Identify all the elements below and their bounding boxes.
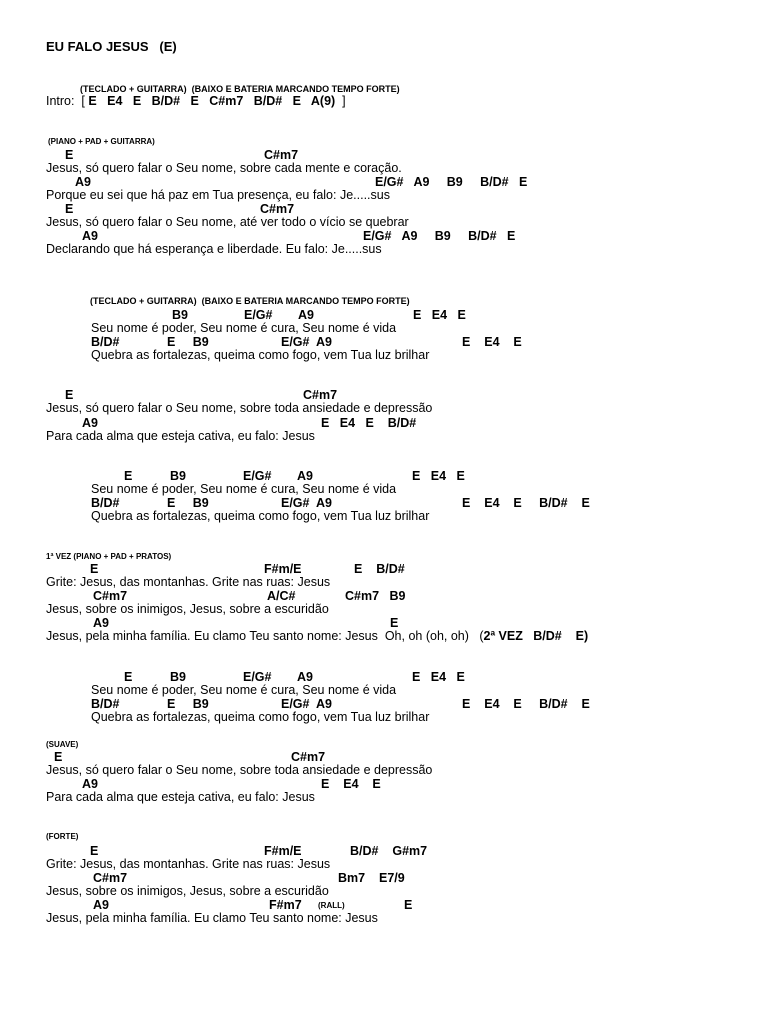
chord: C#m7	[264, 148, 299, 162]
chord: A9	[82, 777, 98, 791]
second-time-note: 2ª VEZ B/D# E)	[483, 629, 589, 643]
chord: A9	[75, 175, 91, 189]
chord: E	[65, 202, 74, 216]
verse1-instrument-label: (PIANO + PAD + GUITARRA)	[48, 137, 155, 146]
chord: E E4 E	[321, 777, 381, 791]
chord: C#m7	[93, 589, 128, 603]
chord: E B/D#	[354, 562, 405, 576]
chord: E E4 E B/D#	[321, 416, 417, 430]
chord: E/G#	[243, 469, 272, 483]
chord: B9	[172, 308, 188, 322]
chorus1-instrument-label: (TECLADO + GUITARRA) (BAIXO E BATERIA MARCANDO TEMPO FORTE)	[90, 296, 410, 306]
chord: A9	[93, 616, 109, 630]
lyric-line: Grite: Jesus, das montanhas. Grite nas ruas: Jesus	[46, 575, 331, 589]
chord: E B9	[167, 496, 209, 510]
chord: C#m7 B9	[345, 589, 406, 603]
chord: B/D# G#m7	[350, 844, 428, 858]
chord: E E4 E B/D# E	[462, 496, 590, 510]
chord: E/G# A9 B9 B/D# E	[375, 175, 528, 189]
rall-marking: (RALL)	[318, 901, 345, 910]
song-title: EU FALO JESUS (E)	[46, 39, 177, 54]
intro-suffix: ]	[342, 94, 346, 108]
chord: E/G# A9	[281, 697, 332, 711]
intro-chords: E E4 E B/D# E C#m7 B/D# E A(9)	[84, 94, 343, 108]
chord: Bm7 E7/9	[338, 871, 405, 885]
chord: E/G#	[243, 670, 272, 684]
lyric-line: Seu nome é poder, Seu nome é cura, Seu nome é vida	[91, 683, 397, 697]
verse3-dynamic-label: (SUAVE)	[46, 740, 79, 749]
chord: E	[90, 562, 99, 576]
lyric-line: Jesus, só quero falar o Seu nome, sobre cada mente e coração.	[46, 161, 402, 175]
chord: A/C#	[267, 589, 296, 603]
chord: A9	[93, 898, 109, 912]
lyric-line: Seu nome é poder, Seu nome é cura, Seu nome é vida	[91, 482, 397, 496]
chord: E/G# A9 B9 B/D# E	[363, 229, 516, 243]
lyric-line: Quebra as fortalezas, queima como fogo, vem Tua luz brilhar	[91, 509, 430, 523]
chord: B9	[170, 670, 186, 684]
lyric-line: Porque eu sei que há paz em Tua presença, eu falo: Je.....sus	[46, 188, 390, 202]
chord: E E4 E	[412, 670, 465, 684]
lyric-line: Jesus, só quero falar o Seu nome, sobre toda ansiedade e depressão	[46, 763, 433, 777]
lyric-line: Jesus, só quero falar o Seu nome, sobre toda ansiedade e depressão	[46, 401, 433, 415]
lyric-line: Seu nome é poder, Seu nome é cura, Seu nome é vida	[91, 321, 397, 335]
chord: B/D#	[91, 697, 120, 711]
intro-instrument-label: (TECLADO + GUITARRA) (BAIXO E BATERIA MARCANDO TEMPO FORTE)	[80, 84, 400, 94]
lyric-line: Jesus, pela minha família. Eu clamo Teu santo nome: Jesus	[46, 911, 378, 925]
lyric-line: Para cada alma que esteja cativa, eu falo: Jesus	[46, 429, 315, 443]
chord: A9	[82, 229, 98, 243]
lyric-line: Grite: Jesus, das montanhas. Grite nas ruas: Jesus	[46, 857, 331, 871]
lyric-line: Declarando que há esperança e liberdade. Eu falo: Je.....sus	[46, 242, 382, 256]
bridge1-instrument-label: 1ª VEZ (PIANO + PAD + PRATOS)	[46, 552, 172, 561]
chord: E	[90, 844, 99, 858]
chord: E	[54, 750, 63, 764]
lyric-line: Quebra as fortalezas, queima como fogo, vem Tua luz brilhar	[91, 348, 430, 362]
bridge2-dynamic-label: (FORTE)	[46, 832, 79, 841]
lyric-line: Jesus, sobre os inimigos, Jesus, sobre a escuridão	[46, 884, 329, 898]
chord: A9	[82, 416, 98, 430]
intro-prefix: Intro: [	[46, 94, 85, 108]
chord: E/G# A9	[281, 335, 332, 349]
chord: F#m/E	[264, 562, 302, 576]
lyric-line: Para cada alma que esteja cativa, eu falo: Jesus	[46, 790, 315, 804]
lyric-line	[46, 630, 588, 643]
chord: E	[124, 670, 133, 684]
chord: E	[390, 616, 399, 630]
lyric-text: Jesus, pela minha família. Eu clamo Teu santo nome: Jesus Oh, oh (oh, oh) (	[46, 629, 484, 643]
chord: E/G#	[244, 308, 273, 322]
chord: C#m7	[93, 871, 128, 885]
chord: B/D#	[91, 496, 120, 510]
chord: A9	[298, 308, 314, 322]
chord: B9	[170, 469, 186, 483]
intro-line	[46, 95, 346, 108]
chord: E	[124, 469, 133, 483]
chord: E	[65, 148, 74, 162]
chord: E	[65, 388, 74, 402]
chord: F#m7	[269, 898, 302, 912]
chord: C#m7	[303, 388, 338, 402]
chord: C#m7	[291, 750, 326, 764]
chord: A9	[297, 670, 313, 684]
chord: E B9	[167, 335, 209, 349]
chord: E E4 E	[462, 335, 522, 349]
lyric-line: Jesus, só quero falar o Seu nome, até ver todo o vício se quebrar	[46, 215, 409, 229]
lyric-line: Jesus, sobre os inimigos, Jesus, sobre a escuridão	[46, 602, 329, 616]
chord: E/G# A9	[281, 496, 332, 510]
chord: F#m/E	[264, 844, 302, 858]
chord: C#m7	[260, 202, 295, 216]
chord: E E4 E	[412, 469, 465, 483]
lyric-line: Quebra as fortalezas, queima como fogo, vem Tua luz brilhar	[91, 710, 430, 724]
chord: E E4 E B/D# E	[462, 697, 590, 711]
chord: A9	[297, 469, 313, 483]
chord: B/D#	[91, 335, 120, 349]
chord: E E4 E	[413, 308, 466, 322]
chord: E	[404, 898, 413, 912]
chord: E B9	[167, 697, 209, 711]
